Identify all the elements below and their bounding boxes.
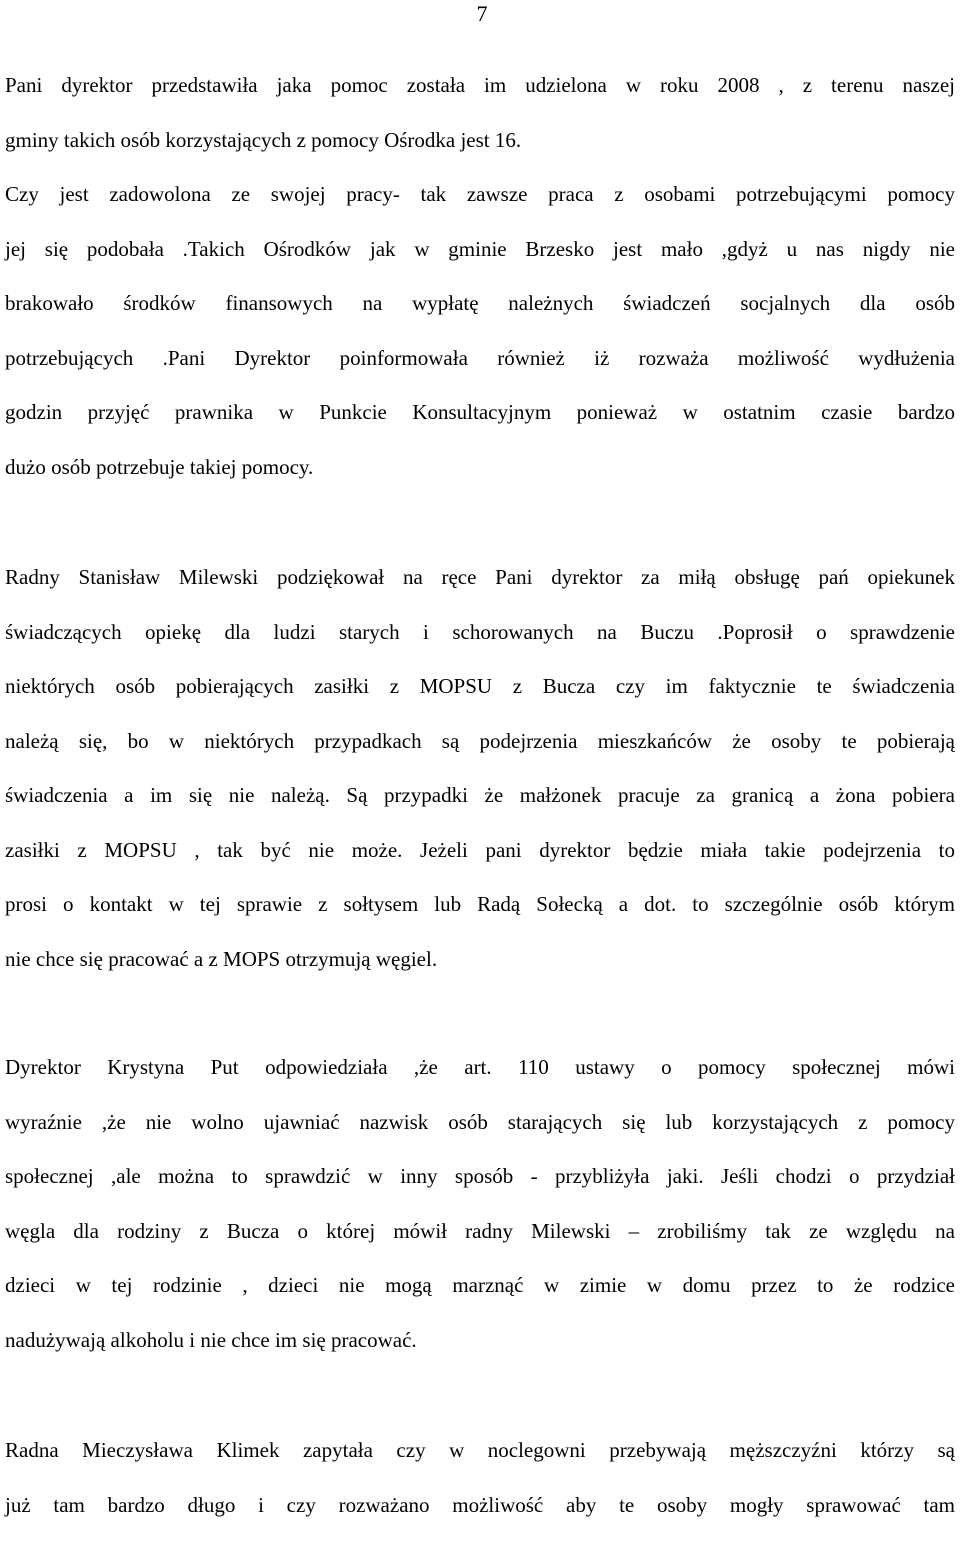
paragraph-milewski	[5, 560, 955, 996]
text-line: węgla dla rodziny z Bucza o której mówił radny Milewski – zrobiliśmy tak ze względu na	[5, 1214, 955, 1269]
text-line: jej się podobała .Takich Ośrodków jak w gminie Brzesko jest mało ,gdyż u nas nigdy nie	[5, 232, 955, 287]
paragraph-klimek	[5, 1433, 955, 1542]
text-line: nadużywają alkoholu i nie chce im się pracować.	[5, 1323, 955, 1378]
text-line: Radna Mieczysława Klimek zapytała czy w noclegowni przebywają męższczyźni którzy są	[5, 1433, 955, 1488]
text-line: brakowało środków finansowych na wypłatę należnych świadczeń socjalnych dla osób	[5, 286, 955, 341]
text-line: świadczących opiekę dla ludzi starych i schorowanych na Buczu .Poprosił o sprawdzenie	[5, 615, 955, 670]
text-line: Radny Stanisław Milewski podziękował na ręce Pani dyrektor za miłą obsługę pań opiekunek	[5, 560, 955, 615]
text-line: potrzebujących .Pani Dyrektor poinformowała również iż rozważa możliwość wydłużenia	[5, 341, 955, 396]
text-line: Dyrektor Krystyna Put odpowiedziała ,że art. 110 ustawy o pomocy społecznej mówi	[5, 1050, 955, 1105]
paragraph-director-report	[5, 68, 955, 504]
text-line: Pani dyrektor przedstawiła jaka pomoc została im udzielona w roku 2008 , z terenu naszej	[5, 68, 955, 123]
text-line: należą się, bo w niektórych przypadkach są podejrzenia mieszkańców że osoby te pobierają	[5, 724, 955, 779]
text-line: nie chce się pracować a z MOPS otrzymują węgiel.	[5, 942, 955, 997]
text-line: zasiłki z MOPSU , tak być nie może. Jeżeli pani dyrektor będzie miała takie podejrzenia to	[5, 833, 955, 888]
text-line: gminy takich osób korzystających z pomocy Ośrodka jest 16.	[5, 123, 955, 178]
text-line: dzieci w tej rodzinie , dzieci nie mogą marznąć w zimie w domu przez to że rodzice	[5, 1268, 955, 1323]
text-line: dużo osób potrzebuje takiej pomocy.	[5, 450, 955, 505]
text-line: niektórych osób pobierających zasiłki z MOPSU z Bucza czy im faktycznie te świadczenia	[5, 669, 955, 724]
text-line: świadczenia a im się nie należą. Są przypadki że małżonek pracuje za granicą a żona pobiera	[5, 778, 955, 833]
text-line: już tam bardzo długo i czy rozważano możliwość aby te osoby mogły sprawować tam	[5, 1488, 955, 1542]
text-line: wyraźnie ,że nie wolno ujawniać nazwisk osób starających się lub korzystających z pomocy	[5, 1105, 955, 1160]
text-line: Czy jest zadowolona ze swojej pracy- tak zawsze praca z osobami potrzebującymi pomocy	[5, 177, 955, 232]
text-line: prosi o kontakt w tej sprawie z sołtysem lub Radą Sołecką a dot. to szczególnie osób którym	[5, 887, 955, 942]
page-number: 7	[472, 0, 492, 28]
text-line: społecznej ,ale można to sprawdzić w inny sposób - przybliżyła jaki. Jeśli chodzi o przydział	[5, 1159, 955, 1214]
paragraph-director-put	[5, 1050, 955, 1377]
text-line: godzin przyjęć prawnika w Punkcie Konsultacyjnym ponieważ w ostatnim czasie bardzo	[5, 395, 955, 450]
